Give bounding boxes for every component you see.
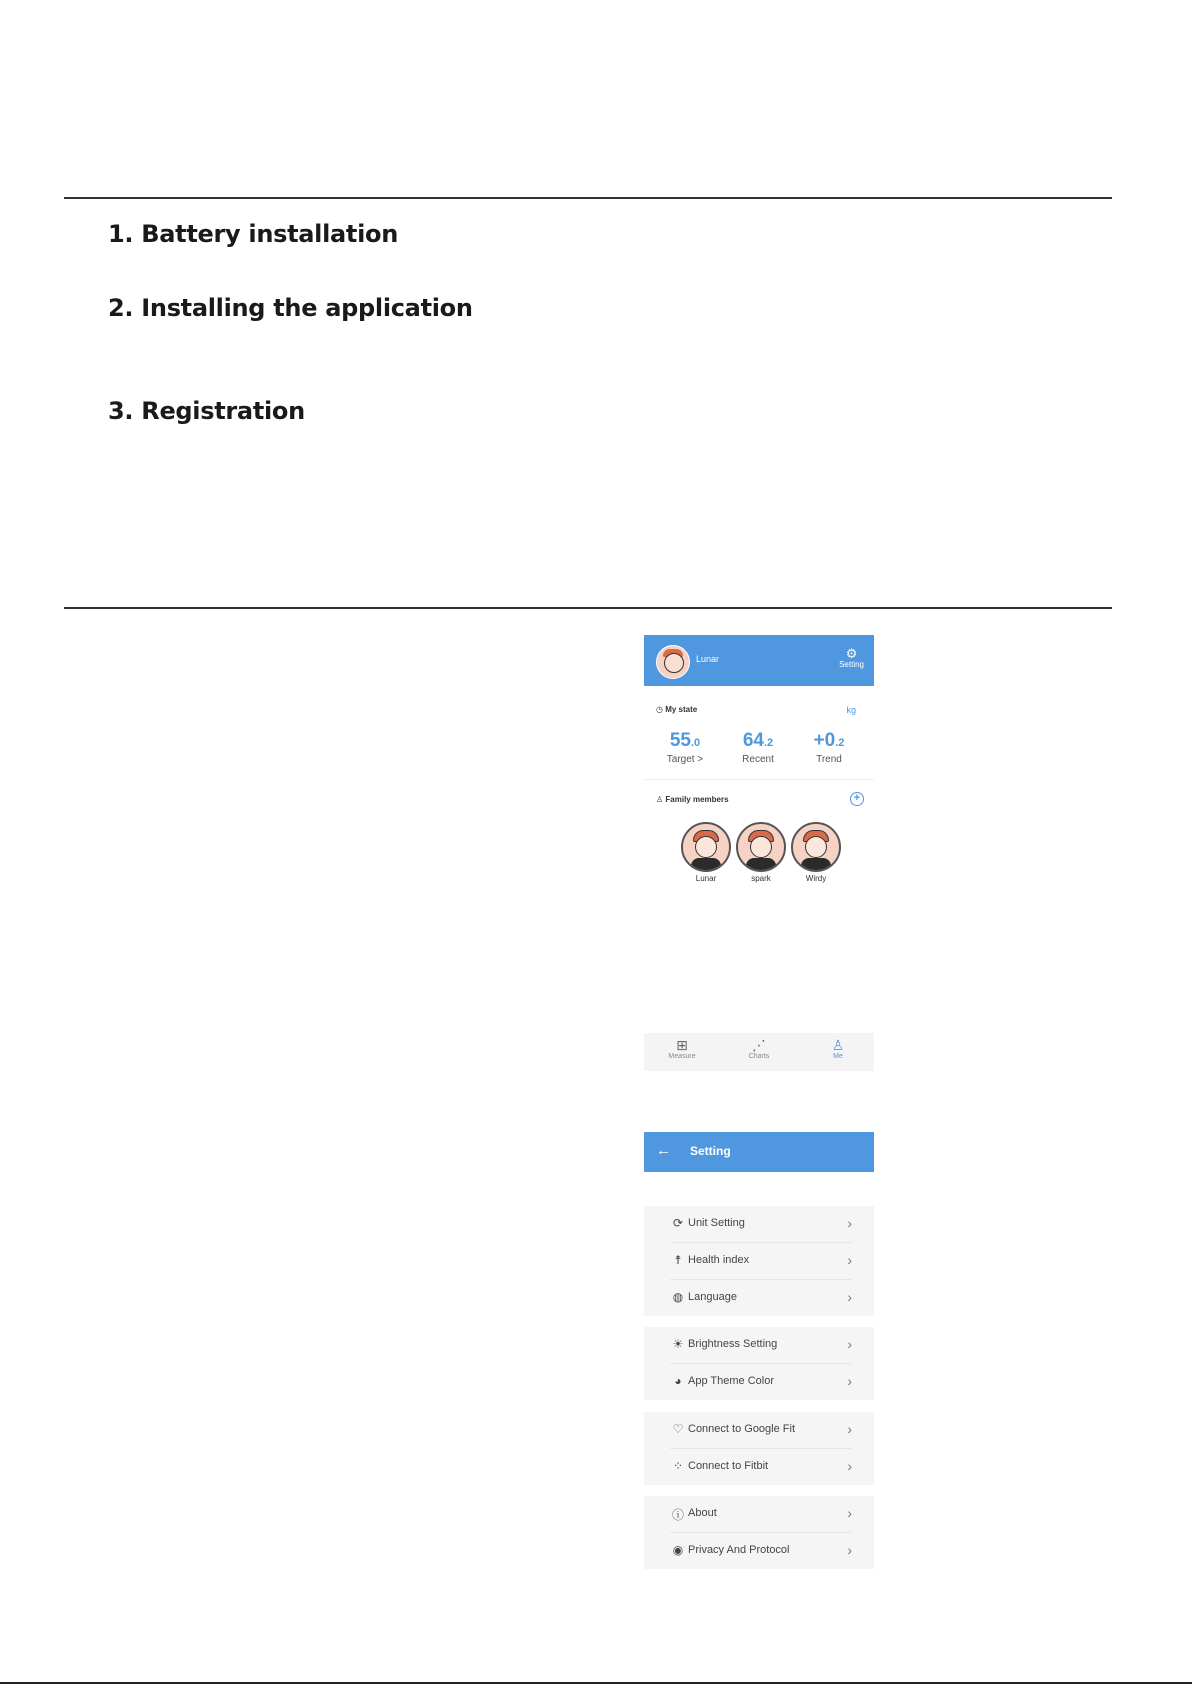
stat-recent: 64.2 Recent [742,730,774,765]
back-arrow-icon[interactable]: ← [656,1142,671,1159]
app-theme-color-item[interactable]: ◕ App Theme Color › [670,1364,852,1400]
tab-measure[interactable]: ⊞ Measure [652,1037,712,1060]
member-wirdy[interactable]: Wirdy [791,822,841,883]
user-name: Lunar [696,654,720,664]
avatar [736,822,786,872]
family-title [656,795,729,804]
chevron-right-icon: › [847,1289,852,1305]
chevron-right-icon: › [847,1421,852,1437]
chevron-right-icon: › [847,1505,852,1521]
add-member-button[interactable]: + [850,792,864,806]
grid-icon: ⊞ [676,1037,688,1053]
heading-battery: 1. Battery installation [108,220,399,248]
my-state-title [656,705,697,714]
refresh-icon: ⟳ [672,1216,684,1230]
heart-icon: ♡ [672,1422,684,1436]
globe-icon: ◍ [672,1290,684,1304]
stat-target[interactable]: 55.0 Target > [666,730,704,765]
heading-registration: 3. Registration [108,397,305,425]
settings-group-3 [644,1412,874,1485]
about-item[interactable]: ⓘ About › [670,1496,852,1533]
profile-header [644,635,874,686]
family-members-panel [644,790,874,890]
tab-me[interactable]: ♙ Me [808,1037,868,1060]
avatar [681,822,731,872]
family-label: Family members [665,795,729,804]
tab-charts[interactable]: ⋰ Charts [729,1037,789,1060]
person-icon: ♙ [656,795,664,804]
settings-group-2 [644,1327,874,1400]
sun-icon: ☀ [672,1337,684,1351]
my-state-panel [644,700,874,780]
brightness-setting-item[interactable]: ☀ Brightness Setting › [670,1327,852,1364]
settings-header [644,1132,874,1172]
stat-trend: +0.2 Trend [813,730,845,765]
chevron-right-icon: › [847,1542,852,1558]
chevron-right-icon: › [847,1458,852,1474]
fitbit-icon: ⁘ [672,1459,684,1473]
settings-group-1 [644,1206,874,1316]
chevron-right-icon: › [847,1336,852,1352]
language-item[interactable]: ◍ Language › [670,1280,852,1316]
unit-setting-item[interactable]: ⟳ Unit Setting › [670,1206,852,1243]
unit-toggle[interactable]: kg [846,705,856,715]
health-index-item[interactable]: ☨ Health index › [670,1243,852,1280]
middle-rule [64,607,1112,609]
gear-icon: ⚙ [845,646,858,661]
bottom-rule [0,1682,1192,1684]
figure-icon: ☨ [674,1253,682,1267]
chart-icon: ⋰ [752,1037,766,1053]
my-state-label: My state [665,705,698,714]
google-fit-item[interactable]: ♡ Connect to Google Fit › [670,1412,852,1449]
person-icon: ♙ [831,1037,845,1053]
avatar [791,822,841,872]
setting-button[interactable] [839,647,864,669]
divider [644,779,874,780]
member-lunar[interactable]: Lunar [681,822,731,883]
settings-group-4 [644,1496,874,1569]
chevron-right-icon: › [847,1252,852,1268]
chevron-right-icon: › [847,1215,852,1231]
palette-icon: ◕ [674,1374,682,1388]
chevron-right-icon: › [847,1373,852,1389]
settings-title: Setting [690,1144,731,1158]
eye-icon: ◉ [672,1543,684,1557]
privacy-item[interactable]: ◉ Privacy And Protocol › [670,1533,852,1569]
info-icon: ⓘ [671,1508,684,1522]
fitbit-item[interactable]: ⁘ Connect to Fitbit › [670,1449,852,1485]
bottom-tab-bar [644,1033,874,1071]
setting-label: Setting [839,660,864,669]
top-rule [64,197,1112,199]
member-spark[interactable]: spark [736,822,786,883]
clock-icon: ◷ [656,705,663,714]
avatar[interactable] [656,645,690,679]
heading-installing: 2. Installing the application [108,294,473,322]
